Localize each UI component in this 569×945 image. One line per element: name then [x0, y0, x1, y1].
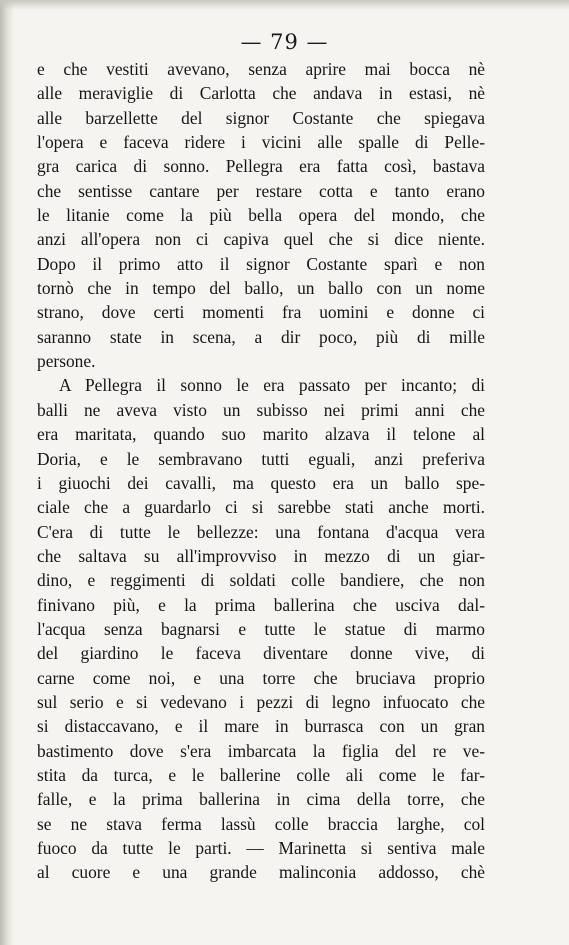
text-line: che saltava su all'improvviso in mezzo di un giar- — [37, 545, 485, 566]
text-line: persone. — [37, 351, 96, 372]
text-line: del giardino le faceva diventare donne vive, di — [37, 643, 485, 664]
text-line: finivano più, e la prima ballerina che usciva dal- — [37, 594, 485, 615]
text-line: ciale che a guardarlo ci si sarebbe stati anche morti. — [37, 497, 485, 518]
text-line: C'era di tutte le bellezze: una fontana d'acqua vera — [37, 521, 485, 542]
text-line: si distaccavano, e il mare in burrasca con un gran — [37, 716, 485, 737]
text-line: le litanie come la più bella opera del mondo, che — [37, 205, 485, 226]
text-line: stita da turca, e le ballerine colle ali come le far- — [37, 764, 485, 785]
text-line: A Pellegra il sonno le era passato per incanto; di — [59, 375, 485, 396]
text-line: al cuore e una grande malinconia addosso, chè — [37, 862, 485, 883]
text-line: anzi all'opera non ci capiva quel che si dice niente. — [37, 229, 485, 250]
text-line: se ne stava ferma lassù colle braccia larghe, col — [37, 813, 485, 834]
text-line: falle, e la prima ballerina in cima della torre, che — [37, 789, 485, 810]
text-line: alle meraviglie di Carlotta che andava in estasi, nè — [37, 83, 485, 104]
text-line: gra carica di sonno. Pellegra era fatta così, bastava — [37, 156, 485, 177]
text-line: balli ne aveva visto un subisso nei primi anni che — [37, 399, 485, 420]
text-line: sul serio e si vedevano i pezzi di legno infuocato che — [37, 691, 485, 712]
text-line: bastimento dove s'era imbarcata la figlia del re ve- — [37, 740, 485, 761]
text-line: Dopo il primo atto il signor Costante sparì e non — [37, 253, 485, 274]
text-line: fuoco da tutte le parti. — Marinetta si sentiva male — [37, 838, 485, 858]
text-line: che sentisse cantare per restare cotta e tanto erano — [37, 180, 485, 201]
text-body — [37, 57, 485, 885]
text-line: l'acqua senza bagnarsi e tutte le statue di marmo — [37, 618, 485, 639]
text-line: Doria, e le sembravano tutti eguali, anzi preferiva — [37, 448, 485, 469]
text-line: carne come noi, e una torre che bruciava proprio — [37, 667, 485, 688]
text-line: saranno state in scena, a dir poco, più di mille — [37, 326, 485, 347]
text-line: tornò che in tempo del ballo, un ballo con un nome — [37, 278, 485, 299]
text-line: era maritata, quando suo marito alzava il telone al — [37, 424, 485, 445]
page-number: — 79 — — [240, 30, 329, 54]
text-line: alle barzellette del signor Costante che spiegava — [37, 107, 485, 128]
text-line: e che vestiti avevano, senza aprire mai bocca nè — [37, 59, 485, 79]
text-line: l'opera e faceva ridere i vicini alle spalle di Pelle- — [37, 132, 485, 153]
text-line: strano, dove certi momenti fra uomini e donne ci — [37, 302, 485, 323]
text-line: i giuochi dei cavalli, ma questo era un ballo spe- — [37, 472, 485, 493]
text-line: dino, e reggimenti di soldati colle bandiere, che non — [37, 570, 485, 591]
